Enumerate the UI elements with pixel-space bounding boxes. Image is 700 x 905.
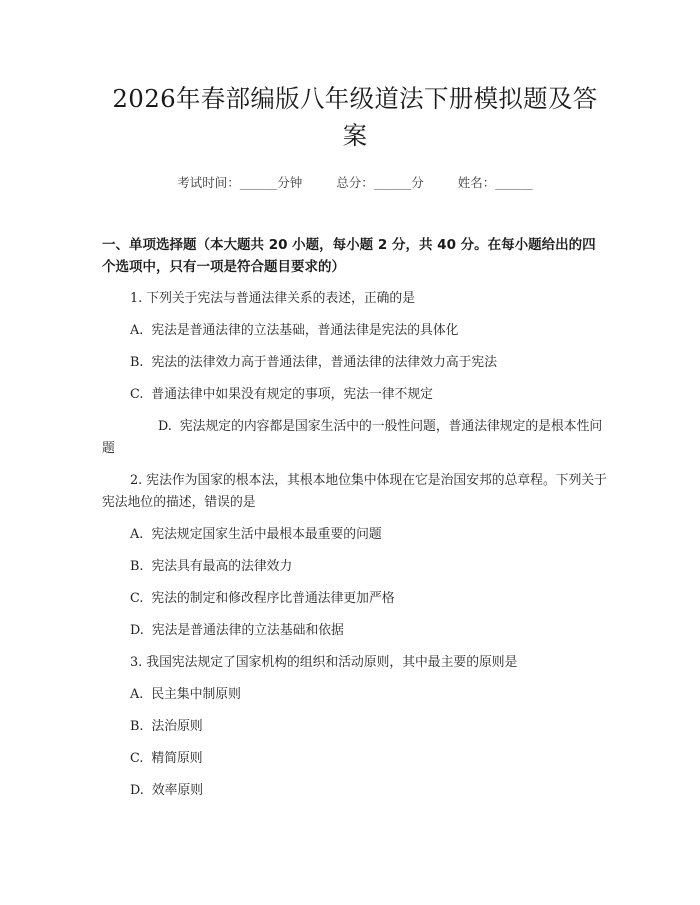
option-a: A. 宪法规定国家生活中最根本最重要的问题 <box>130 527 382 542</box>
option-b: B. 宪法具有最高的法律效力 <box>130 559 293 574</box>
exam-time: 考试时间：______分钟 <box>177 175 303 190</box>
student-name: 姓名：______ <box>457 175 533 190</box>
exam-meta <box>102 173 608 191</box>
document-title: 2026年春部编版八年级道法下册模拟题及答案 <box>112 84 598 150</box>
option-d: D. 效率原则 <box>130 783 204 798</box>
option-a: A. 宪法是普通法律的立法基础，普通法律是宪法的具体化 <box>130 323 459 338</box>
option-d: D. 宪法是普通法律的立法基础和依据 <box>130 623 344 638</box>
option-d: D. 宪法规定的内容都是国家生活中的一般性问题，普通法律规定的是根本性问题 <box>102 419 603 456</box>
option-a: A. 民主集中制原则 <box>130 687 241 702</box>
question-stem: 1. 下列关于宪法与普通法律关系的表述，正确的是 <box>130 291 416 306</box>
section-heading: 一、单项选择题（本大题共 20 小题，每小题 2 分，共 40 分。在每小题给出的四个选项中，只有一项是符合题目要求的） <box>102 237 596 275</box>
option-c: C. 精简原则 <box>130 751 203 766</box>
option-c: C. 宪法的制定和修改程序比普通法律更加严格 <box>130 591 395 606</box>
question-stem: 3. 我国宪法规定了国家机构的组织和活动原则，其中最主要的原则是 <box>130 655 518 670</box>
option-c: C. 普通法律中如果没有规定的事项，宪法一律不规定 <box>130 387 433 402</box>
total-score: 总分：______分 <box>336 175 424 190</box>
question-stem: 2. 宪法作为国家的根本法，其根本地位集中体现在它是治国安邦的总章程。下列关于宪法地位的描述，错误的是 <box>102 473 607 510</box>
option-b: B. 宪法的法律效力高于普通法律，普通法律的法律效力高于宪法 <box>130 355 497 370</box>
option-b: B. 法治原则 <box>130 719 203 734</box>
